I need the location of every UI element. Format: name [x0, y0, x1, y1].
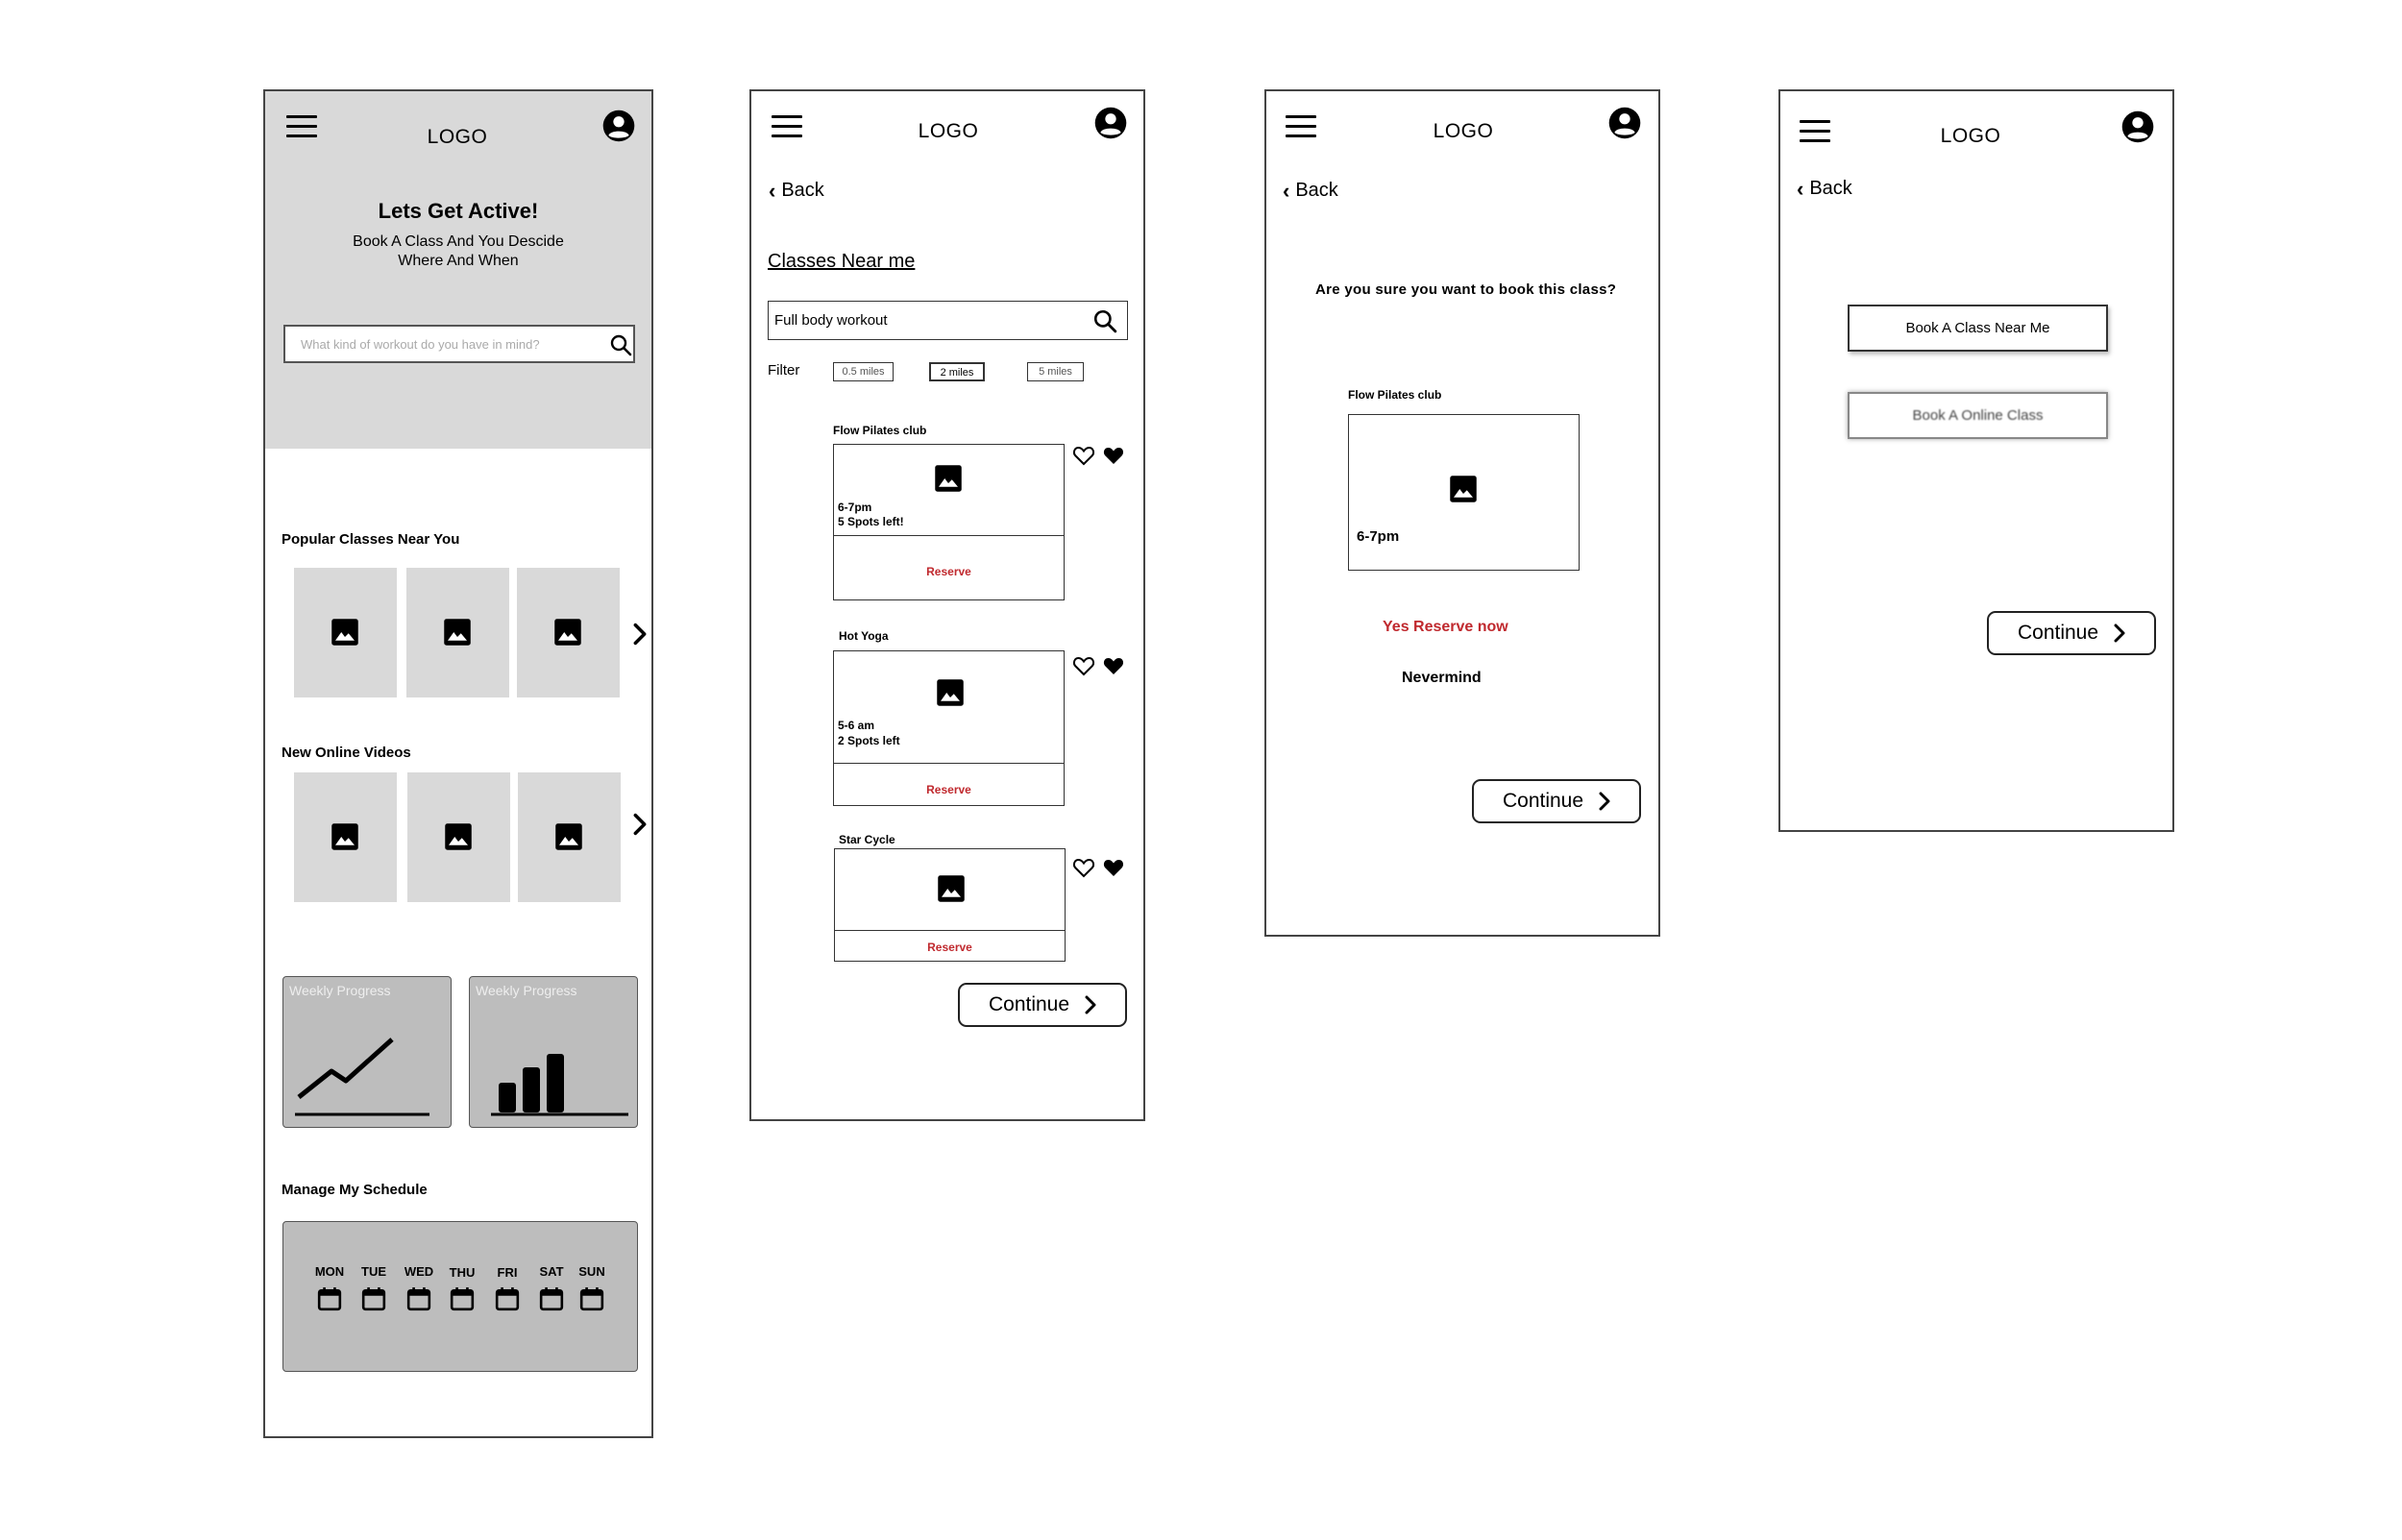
class-card[interactable] [834, 848, 1066, 962]
image-icon [443, 618, 472, 647]
divider [834, 763, 1064, 764]
back-link[interactable] [1283, 180, 1338, 202]
class-time: 6-7pm [838, 501, 872, 514]
line-chart-icon [293, 1006, 432, 1116]
day-label: THU [449, 1265, 476, 1280]
calendar-icon[interactable] [539, 1286, 564, 1311]
popular-class-thumb[interactable] [294, 568, 397, 697]
day-label: SAT [539, 1264, 564, 1279]
search-field[interactable] [283, 325, 635, 363]
day-label: MON [314, 1264, 345, 1279]
search-placeholder: What kind of workout do you have in mind? [301, 337, 540, 352]
calendar-icon[interactable] [579, 1286, 604, 1311]
heart-filled-icon[interactable] [1102, 445, 1125, 466]
image-icon [331, 618, 359, 647]
reserve-button[interactable]: Reserve [926, 783, 971, 796]
class-spots: 2 Spots left [838, 734, 900, 747]
bar-chart-icon [479, 1006, 628, 1116]
heart-outline-icon[interactable] [1072, 445, 1095, 466]
popular-class-thumb[interactable] [406, 568, 509, 697]
menu-icon[interactable] [772, 115, 802, 138]
search-value: Full body workout [774, 312, 888, 329]
image-icon [936, 678, 965, 707]
calendar-icon[interactable] [317, 1286, 342, 1311]
option-label: Book A Online Class [1912, 407, 2044, 424]
logo: LOGO [918, 120, 979, 142]
chevron-right-icon [2114, 623, 2125, 643]
menu-icon[interactable] [1800, 120, 1830, 143]
continue-button[interactable] [958, 983, 1127, 1027]
option-label: Book A Class Near Me [1905, 320, 2050, 336]
search-icon[interactable] [1092, 308, 1117, 333]
weekly-progress-card[interactable] [282, 976, 452, 1128]
class-card [1348, 414, 1580, 571]
video-thumb[interactable] [294, 772, 397, 902]
class-card[interactable] [833, 650, 1065, 806]
logo: LOGO [427, 126, 488, 148]
image-icon [934, 464, 963, 493]
calendar-icon[interactable] [406, 1286, 431, 1311]
weekly-progress-card[interactable] [469, 976, 638, 1128]
heart-outline-icon[interactable] [1072, 857, 1095, 878]
reserve-button[interactable]: Reserve [926, 565, 971, 578]
hero-subtitle-line1: Book A Class And You Descide [353, 233, 564, 250]
chevron-left-icon: ‹ [1283, 178, 1290, 203]
next-arrow-icon[interactable] [633, 812, 647, 837]
day-label: WED [404, 1264, 434, 1279]
image-icon [554, 822, 583, 851]
page-title: Classes Near me [768, 251, 916, 272]
logo: LOGO [1940, 125, 2001, 147]
confirm-booking-screen [1264, 89, 1660, 937]
schedule-card[interactable] [282, 1221, 638, 1372]
class-card[interactable] [833, 444, 1065, 600]
back-label: Back [781, 180, 824, 201]
schedule-heading: Manage My Schedule [282, 1182, 428, 1198]
divider [835, 930, 1065, 931]
profile-icon[interactable] [1094, 107, 1127, 139]
logo: LOGO [1433, 120, 1494, 142]
chevron-left-icon: ‹ [1797, 176, 1804, 201]
filter-label: Filter [768, 362, 800, 379]
book-online-class-button[interactable] [1848, 392, 2108, 439]
chevron-left-icon: ‹ [769, 178, 776, 203]
heart-filled-icon[interactable] [1102, 655, 1125, 676]
calendar-icon[interactable] [361, 1286, 386, 1311]
hero-subtitle-line2: Where And When [398, 253, 519, 269]
divider [834, 535, 1064, 536]
home-screen [263, 89, 653, 1438]
profile-icon[interactable] [602, 110, 635, 142]
continue-button[interactable] [1987, 611, 2156, 655]
book-class-near-me-button[interactable] [1848, 305, 2108, 352]
class-time: 6-7pm [1357, 528, 1400, 545]
video-thumb[interactable] [518, 772, 621, 902]
progress-card-label: Weekly Progress [289, 983, 391, 998]
image-icon [1449, 475, 1478, 503]
next-arrow-icon[interactable] [633, 622, 647, 647]
hero-title: Lets Get Active! [378, 199, 539, 223]
filter-chip-2-miles[interactable]: 2 miles [929, 362, 985, 381]
class-name: Flow Pilates club [833, 424, 927, 437]
profile-icon[interactable] [1608, 107, 1641, 139]
filter-chip-5-miles[interactable]: 5 miles [1027, 362, 1084, 381]
continue-label: Continue [1502, 790, 1584, 812]
back-label: Back [1295, 180, 1338, 201]
image-icon [444, 822, 473, 851]
menu-icon[interactable] [286, 115, 317, 138]
search-input[interactable] [768, 301, 1128, 340]
back-label: Back [1809, 178, 1852, 199]
day-label: FRI [497, 1265, 518, 1280]
calendar-icon[interactable] [495, 1286, 520, 1311]
image-icon [331, 822, 359, 851]
menu-icon[interactable] [1286, 115, 1316, 138]
videos-heading: New Online Videos [282, 745, 411, 761]
chevron-right-icon [1599, 792, 1610, 811]
popular-class-thumb[interactable] [517, 568, 620, 697]
reserve-button[interactable]: Reserve [927, 941, 972, 954]
continue-label: Continue [2017, 622, 2099, 644]
class-time: 5-6 am [838, 719, 875, 732]
day-label: TUE [361, 1264, 386, 1279]
filter-chip-0-5-miles[interactable]: 0.5 miles [833, 362, 894, 381]
day-label: SUN [578, 1264, 605, 1279]
confirm-question: Are you sure you want to book this class? [1315, 281, 1617, 298]
heart-filled-icon[interactable] [1102, 857, 1125, 878]
back-link[interactable] [769, 180, 824, 202]
video-thumb[interactable] [407, 772, 510, 902]
image-icon [553, 618, 582, 647]
back-link[interactable] [1797, 178, 1852, 200]
continue-label: Continue [988, 993, 1070, 1015]
class-spots: 5 Spots left! [838, 515, 904, 528]
class-name: Flow Pilates club [1348, 388, 1442, 402]
class-name: Hot Yoga [839, 629, 889, 643]
booking-options-screen [1778, 89, 2174, 832]
popular-heading: Popular Classes Near You [282, 531, 460, 548]
nevermind-button[interactable]: Nevermind [1402, 670, 1482, 686]
chevron-right-icon [1085, 995, 1096, 1014]
progress-card-label: Weekly Progress [476, 983, 577, 998]
image-icon [937, 874, 966, 903]
calendar-icon[interactable] [450, 1286, 475, 1311]
heart-outline-icon[interactable] [1072, 655, 1095, 676]
classes-near-me-screen [749, 89, 1145, 1121]
confirm-reserve-button[interactable]: Yes Reserve now [1383, 619, 1508, 635]
class-name: Star Cycle [839, 833, 895, 846]
search-icon[interactable] [609, 333, 632, 356]
continue-button[interactable] [1472, 779, 1641, 823]
profile-icon[interactable] [2121, 110, 2154, 143]
